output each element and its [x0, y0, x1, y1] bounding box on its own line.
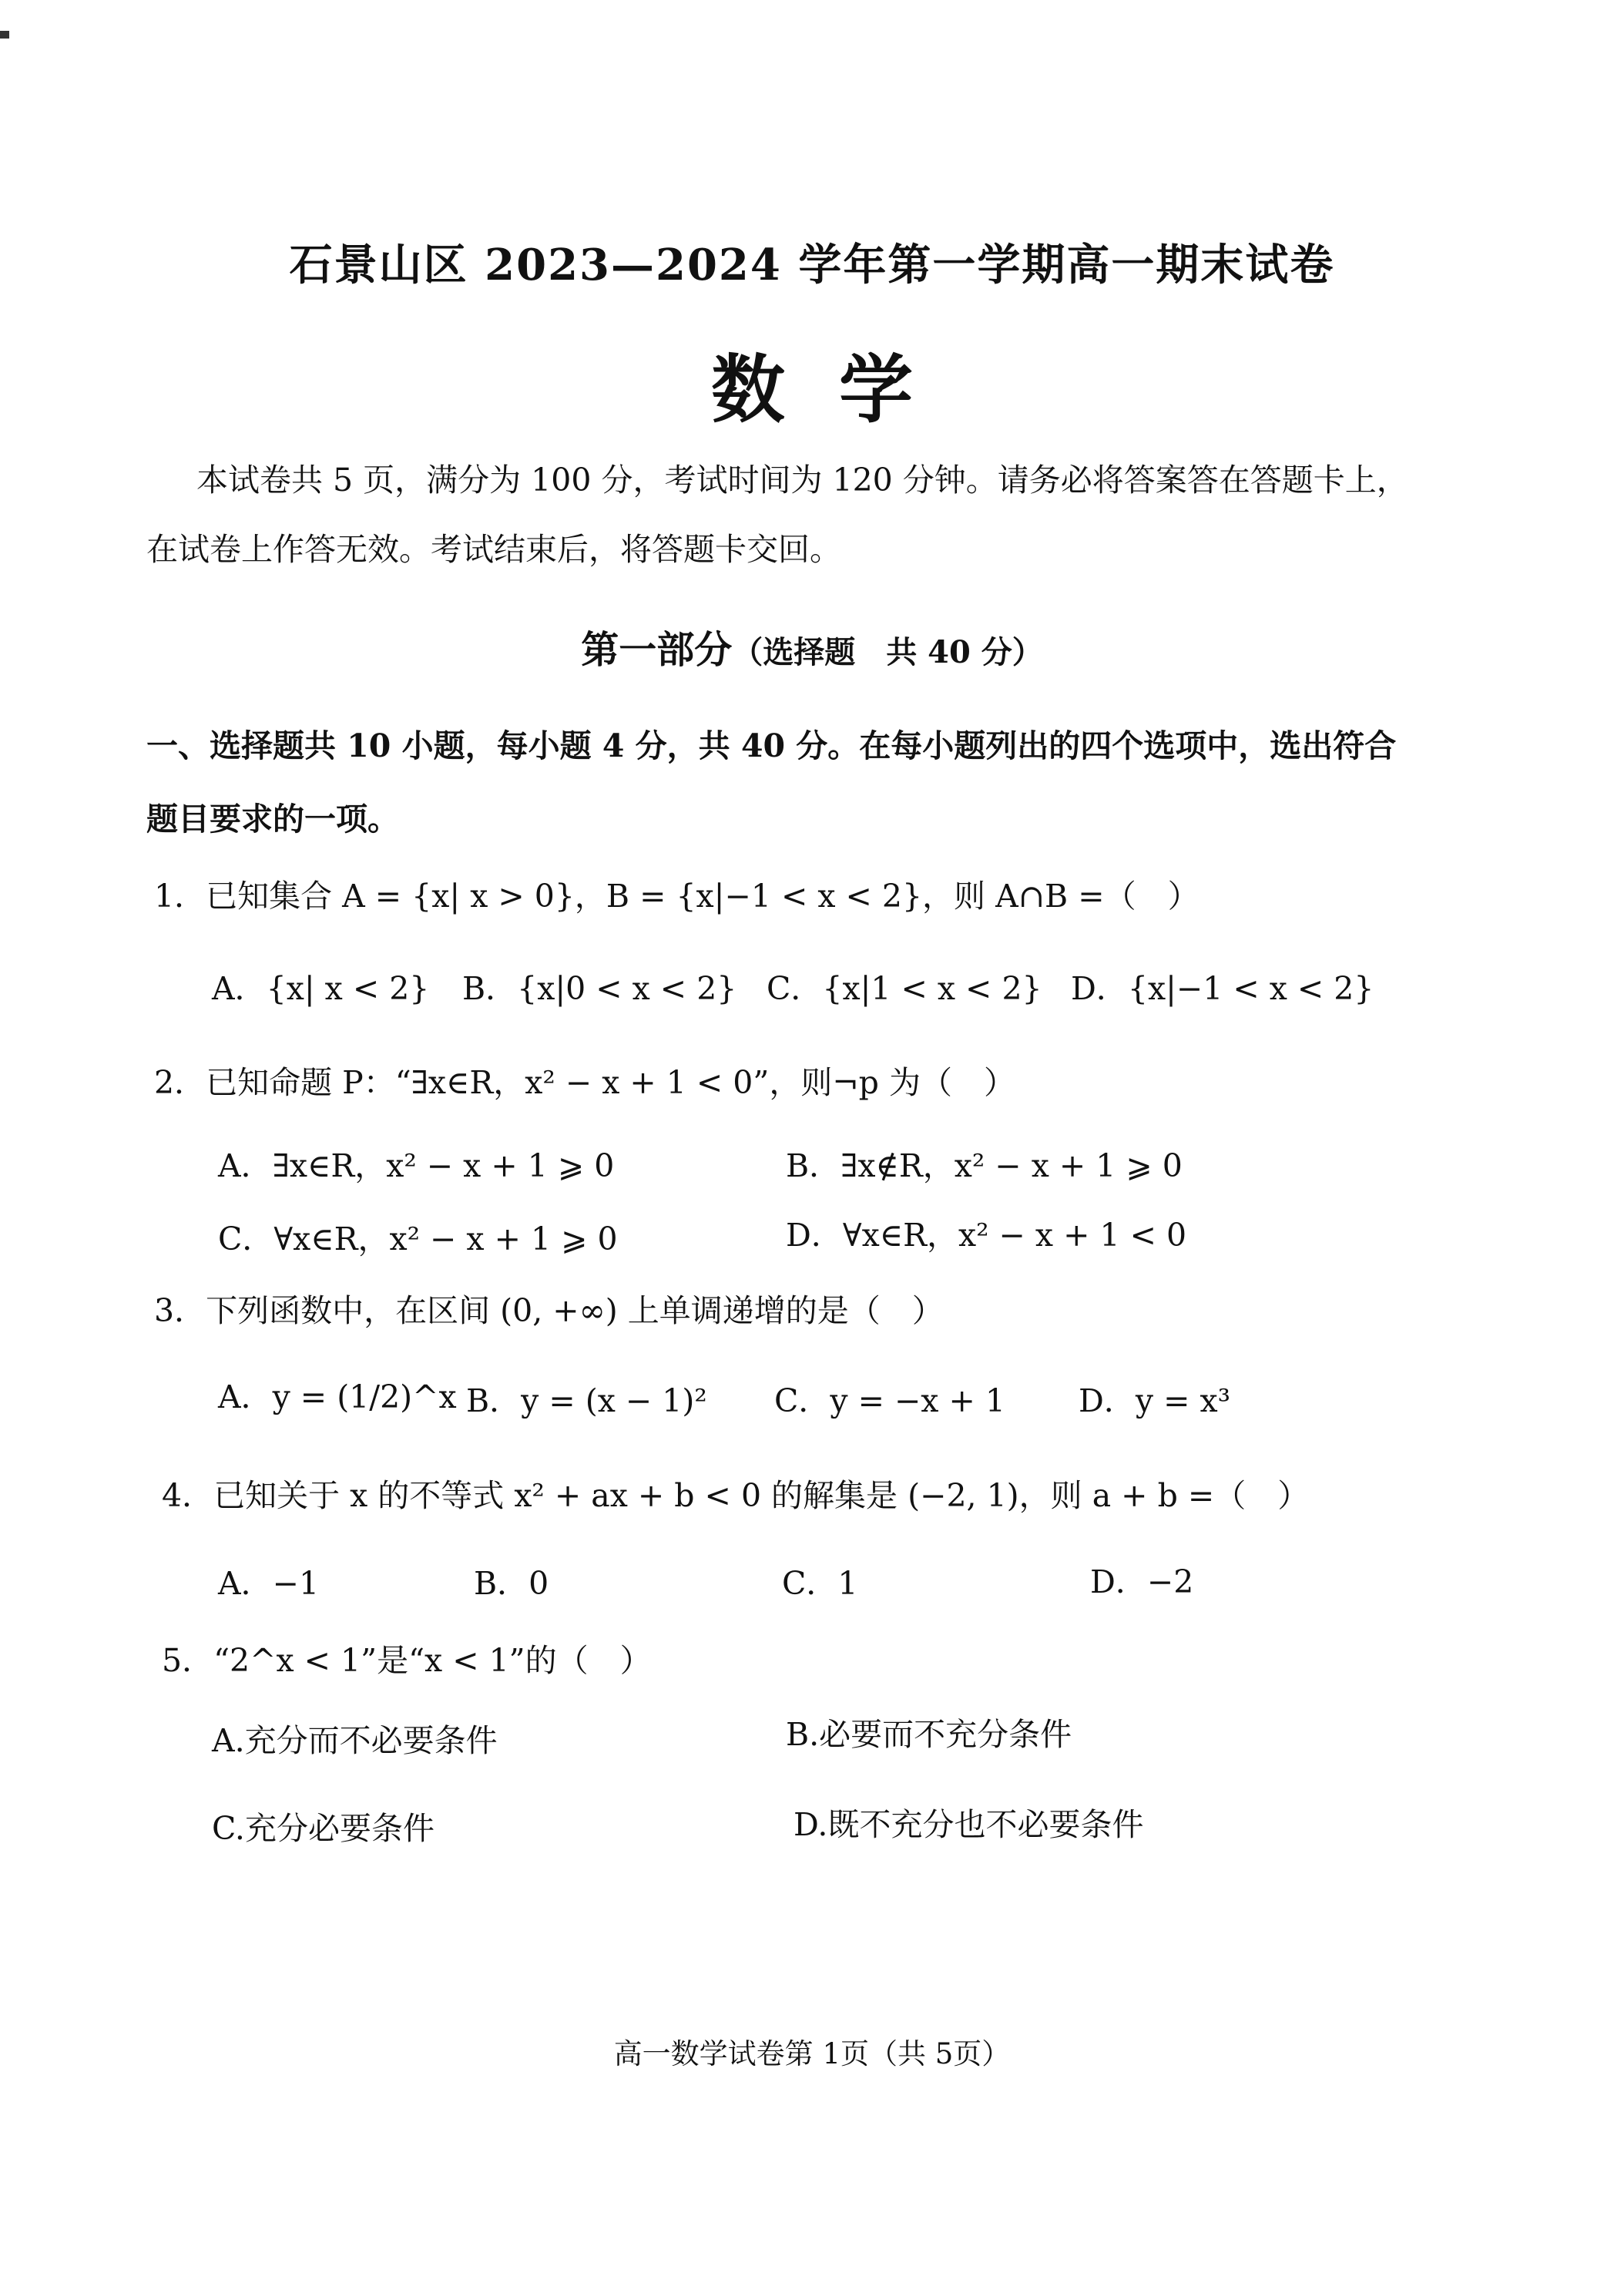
q5-option-b: B.必要而不充分条件: [786, 1716, 1072, 1753]
q4-option-d: D．−2: [1090, 1563, 1194, 1600]
instructions-line-2: 题目要求的一项。: [146, 801, 399, 838]
intro-line-1: 本试卷共 5 页，满分为 100 分，考试时间为 120 分钟。请务必将答案答在答题卡上，: [196, 462, 1408, 499]
section-heading: [0, 620, 1624, 674]
q3-option-c: C．y = −x + 1: [774, 1382, 1005, 1419]
intro-line-2: 在试卷上作答无效。考试结束后，将答题卡交回。: [146, 531, 841, 568]
q5-option-d: D.既不充分也不必要条件: [794, 1806, 1144, 1843]
q5-option-c: C.充分必要条件: [212, 1810, 435, 1847]
q2-option-a: A．∃x∈R，x² − x + 1 ⩾ 0: [218, 1147, 615, 1184]
q3-option-d: D．y = x³: [1079, 1382, 1231, 1419]
q4-option-b: B．0: [474, 1565, 549, 1602]
question-number: 4．: [162, 1477, 214, 1514]
q3-option-a: A．y = (1/2)^x: [218, 1378, 457, 1415]
section-note: （选择题 共 40 分）: [732, 634, 1043, 670]
subject-title: 数学: [711, 346, 967, 433]
question-number: 5．: [162, 1642, 214, 1679]
question-5: [162, 1635, 652, 1681]
page-footer: 高一数学试卷第 1页（共 5页）: [613, 2037, 1011, 2070]
q2-option-b: B．∃x∉R，x² − x + 1 ⩾ 0: [786, 1147, 1183, 1184]
q1-option-c: C．{x|1 < x < 2}: [767, 970, 1042, 1007]
question-number: 3．: [154, 1292, 206, 1329]
section-title: 第一部分: [581, 627, 733, 672]
q3-option-b: B．y = (x − 1)²: [466, 1382, 707, 1419]
question-stem: 已知集合 A = {x| x > 0}，B = {x|−1 < x < 2}，则 A∩B =（ ）: [206, 878, 1200, 915]
question-stem: 已知关于 x 的不等式 x² + ax + b < 0 的解集是 (−2, 1)，则 a + b =（ ）: [213, 1477, 1310, 1514]
question-stem: “2^x < 1”是“x < 1”的（ ）: [213, 1642, 652, 1679]
q1-option-d: D．{x|−1 < x < 2}: [1071, 970, 1374, 1007]
q2-option-d: D．∀x∈R，x² − x + 1 < 0: [786, 1217, 1187, 1254]
q4-option-c: C．1: [782, 1565, 858, 1602]
instructions-line-1: 一、选择题共 10 小题，每小题 4 分，共 40 分。在每小题列出的四个选项中，选出符合: [146, 727, 1397, 764]
exam-title: 石景山区 2023—2024 学年第一学期高一期末试卷: [289, 240, 1335, 290]
question-3: [154, 1285, 944, 1331]
q1-option-a: A．{x| x < 2}: [212, 970, 430, 1007]
question-2: [154, 1057, 1015, 1103]
q5-option-a: A.充分而不必要条件: [212, 1722, 498, 1759]
question-stem: 已知命题 P：“∃x∈R，x² − x + 1 < 0”，则¬p 为（ ）: [206, 1064, 1015, 1101]
q4-option-a: A．−1: [218, 1565, 320, 1602]
scan-corner-mark: [0, 31, 9, 39]
question-number: 1．: [154, 878, 206, 915]
question-number: 2．: [154, 1064, 206, 1101]
question-4: [162, 1470, 1309, 1516]
q1-option-b: B．{x|0 < x < 2}: [462, 970, 737, 1007]
question-stem: 下列函数中，在区间 (0, +∞) 上单调递增的是（ ）: [206, 1292, 944, 1329]
q2-option-c: C．∀x∈R，x² − x + 1 ⩾ 0: [218, 1221, 618, 1257]
question-1: [154, 871, 1200, 916]
